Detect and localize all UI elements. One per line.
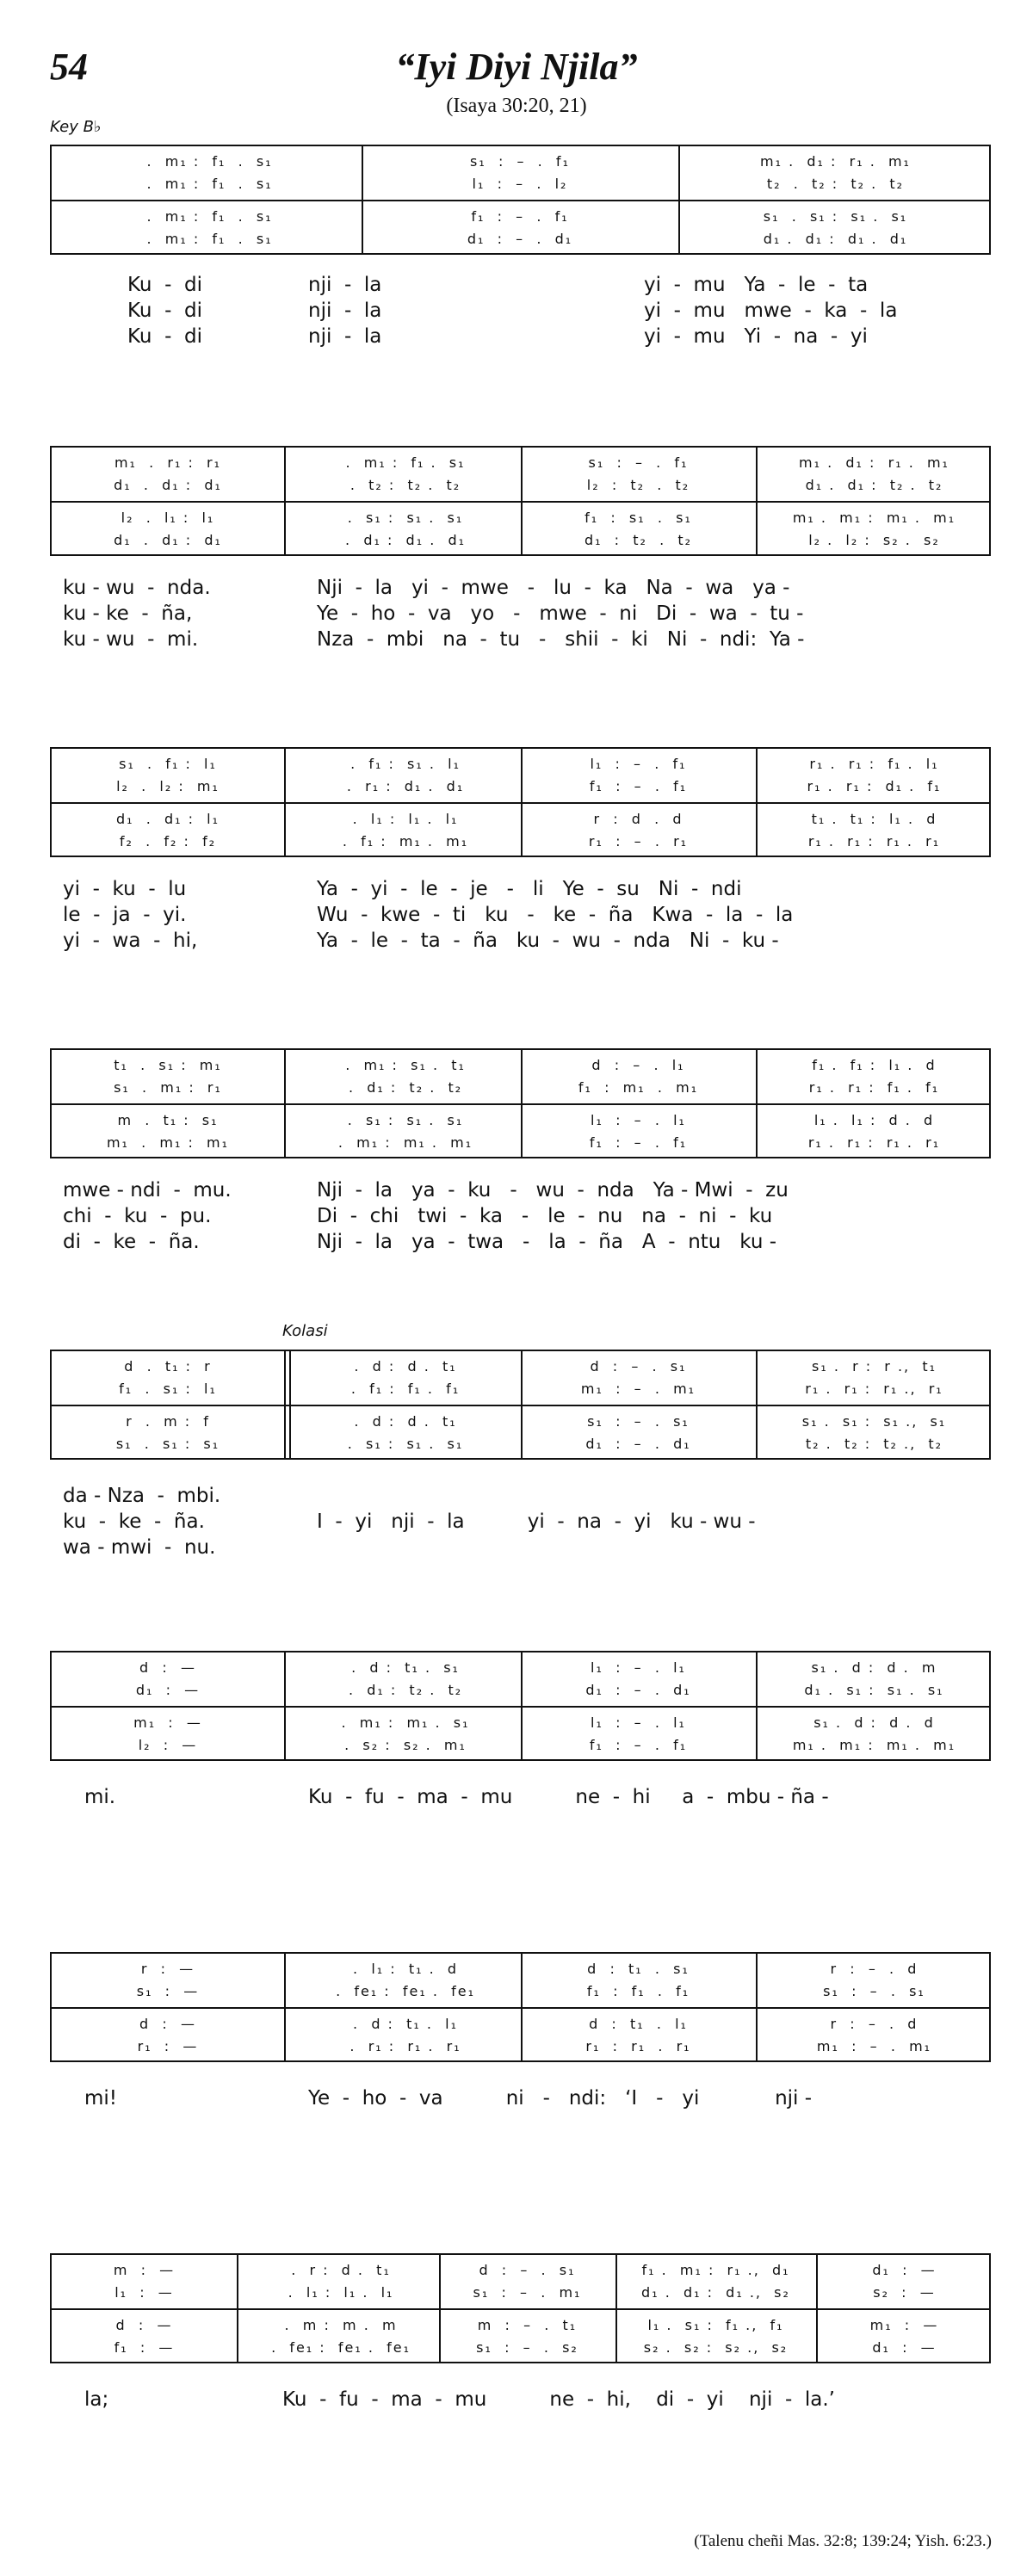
- solfa-cell: s₁ : – . f₁: [588, 454, 689, 471]
- solfa-cell: d : —: [139, 1659, 196, 1676]
- solfa-cell: m : —: [113, 2262, 176, 2278]
- solfa-cell: l₂ . l₂ : s₂ . s₂: [808, 532, 940, 548]
- solfa-cell: m . t₁ : s₁: [117, 1112, 219, 1128]
- staff-divider: [52, 2308, 989, 2310]
- solfa-cell: l₂ : t₂ . t₂: [586, 477, 690, 493]
- lyric-text: la;: [84, 2388, 109, 2411]
- lyrics-block-7: [50, 2087, 991, 2113]
- solfa-cell: . m₁ : m₁ . s₁: [335, 1714, 470, 1731]
- solfa-cell: m₁ : – . m₁: [816, 2038, 932, 2054]
- lyric-text: yi - wa - hi,: [63, 930, 198, 952]
- solfa-cell: s₁ . s₁ : s₁: [115, 1436, 220, 1452]
- lyric-text: Nji - la ya - twa - la - ña A - ntu ku -: [317, 1231, 777, 1253]
- lyric-text: Nji - la ya - ku - wu - nda Ya - Mwi - zu: [317, 1179, 789, 1202]
- solfa-cell: f₁ : – . f₁: [589, 1134, 688, 1151]
- lyric-text: chi - ku - pu.: [63, 1205, 212, 1227]
- staff-system-3: [50, 747, 991, 857]
- solfa-cell: l₁ : – . l₁: [591, 1714, 686, 1731]
- solfa-cell: d₁ . d₁ : t₂ . t₂: [805, 477, 943, 493]
- page-number: 54: [50, 46, 88, 88]
- solfa-cell: l₂ : —: [138, 1737, 198, 1753]
- solfa-cell: . d : t₁ . l₁: [346, 2016, 459, 2032]
- solfa-cell: . l₁ : t₁ . d: [346, 1961, 459, 1977]
- solfa-cell: s₁ : – . s₁: [823, 1983, 925, 1999]
- solfa-cell: d : t₁ . l₁: [589, 2016, 688, 2032]
- solfa-cell: . f₁ : s₁ . l₁: [344, 756, 461, 772]
- solfa-cell: s₁ : —: [136, 1983, 200, 1999]
- solfa-cell: f₁ . m₁ : r₁ ., d₁: [641, 2262, 790, 2278]
- solfa-cell: . fe₁ : fe₁ . fe₁: [329, 1983, 475, 1999]
- solfa-cell: . m₁ : f₁ . s₁: [140, 208, 273, 225]
- lyric-text: Wu - kwe - ti ku - ke - ña Kwa - la - la: [317, 904, 794, 926]
- lyric-text: Di - chi twi - ka - le - nu na - ni - ku: [317, 1205, 773, 1227]
- solfa-cell: r₁ . r₁ : f₁ . l₁: [809, 756, 939, 772]
- lyric-text: di - ke - ña.: [63, 1231, 200, 1253]
- solfa-cell: r : – . d: [830, 1961, 919, 1977]
- lyric-text: mwe - ndi - mu.: [63, 1179, 232, 1202]
- lyric-text: yi - mu Ya - le - ta: [644, 274, 869, 296]
- staff-divider: [52, 200, 989, 201]
- solfa-cell: . m₁ : f₁ . s₁: [140, 153, 273, 170]
- solfa-cell: s₁ . s₁ : s₁ ., s₁: [801, 1413, 947, 1430]
- solfa-cell: . r₁ : d₁ . d₁: [340, 778, 465, 794]
- solfa-cell: r : d . d: [593, 811, 684, 827]
- solfa-cell: s₁ . m₁ : r₁: [114, 1079, 222, 1096]
- solfa-cell: . d₁ : d₁ . d₁: [338, 532, 467, 548]
- solfa-cell: d : – . l₁: [591, 1057, 685, 1073]
- solfa-cell: m₁ . m₁ : m₁ . m₁: [792, 510, 956, 526]
- solfa-cell: l₁ : – . f₁: [590, 756, 687, 772]
- solfa-cell: . m₁ : s₁ . t₁: [339, 1057, 466, 1073]
- scripture-reference: (Isaya 30:20, 21): [446, 95, 587, 117]
- lyric-text: Ye - ho - va yo - mwe - ni Di - wa - tu -: [317, 602, 804, 625]
- solfa-cell: m₁ . m₁ : m₁: [106, 1134, 230, 1151]
- solfa-cell: d₁ . d₁ : d₁ ., s₂: [641, 2284, 790, 2301]
- solfa-cell: s₁ . f₁ : l₁: [119, 756, 217, 772]
- lyric-text: yi - ku - lu: [63, 878, 187, 900]
- lyrics-block-4: [50, 1179, 991, 1257]
- solfa-cell: m₁ . r₁ : r₁: [114, 454, 222, 471]
- lyrics-block-6: [50, 1786, 991, 1812]
- lyric-text: yi - mu mwe - ka - la: [644, 300, 898, 322]
- solfa-cell: . d₁ : t₂ . t₂: [342, 1079, 463, 1096]
- solfa-cell: r₁ . r₁ : f₁ . f₁: [808, 1079, 940, 1096]
- chorus-label: Kolasi: [282, 1322, 328, 1340]
- solfa-cell: s₁ : – . f₁: [470, 153, 570, 170]
- solfa-cell: r₁ : – . r₁: [588, 833, 689, 849]
- solfa-cell: d₁ : – . d₁: [585, 1682, 691, 1698]
- solfa-cell: . m₁ : m₁ . m₁: [331, 1134, 473, 1151]
- solfa-cell: d₁ : —: [872, 2339, 937, 2356]
- solfa-cell: m₁ . m₁ : m₁ . m₁: [792, 1737, 956, 1753]
- lyric-text: Ku - fu - ma - mu ne - hi, di - yi nji - la.’: [282, 2388, 835, 2411]
- lyric-text: ku - wu - nda.: [63, 577, 211, 599]
- solfa-cell: s₂ : —: [873, 2284, 936, 2301]
- solfa-cell: . fe₁ : fe₁ . fe₁: [264, 2339, 411, 2356]
- solfa-cell: f₁ . f₁ : l₁ . d: [812, 1057, 937, 1073]
- solfa-cell: . m₁ : f₁ . s₁: [140, 231, 273, 247]
- solfa-cell: l₁ : – . l₁: [591, 1659, 686, 1676]
- solfa-cell: s₁ . r : r ., t₁: [811, 1358, 937, 1374]
- lyric-text: wa - mwi - nu.: [63, 1536, 216, 1559]
- solfa-cell: d₁ : t₂ . t₂: [584, 532, 693, 548]
- solfa-cell: d₁ : – . d₁: [467, 231, 573, 247]
- solfa-cell: d : – . s₁: [479, 2262, 576, 2278]
- solfa-cell: f₁ : —: [114, 2339, 175, 2356]
- solfa-cell: t₁ . s₁ : m₁: [114, 1057, 222, 1073]
- solfa-cell: f₁ : – . f₁: [589, 778, 688, 794]
- solfa-cell: s₁ : – . s₁: [587, 1413, 690, 1430]
- lyric-text: yi - mu Yi - na - yi: [644, 325, 868, 348]
- solfa-cell: r . m : f: [126, 1413, 210, 1430]
- solfa-cell: . d₁ : t₂ . t₂: [342, 1682, 463, 1698]
- footer-reference: (Talenu cheñi Mas. 32:8; 139:24; Yish. 6:23.): [694, 2532, 992, 2550]
- lyric-text: Ku - di: [127, 325, 203, 348]
- solfa-cell: d₁ . d₁ : l₁: [115, 811, 220, 827]
- solfa-cell: l₁ . l₁ : d . d: [813, 1112, 935, 1128]
- lyrics-block-3: [50, 878, 991, 955]
- solfa-cell: . m₁ : f₁ . s₁: [140, 176, 273, 192]
- solfa-cell: s₁ . s₁ : s₁ . s₁: [763, 208, 908, 225]
- staff-system-8: [50, 2253, 991, 2363]
- lyric-text: ku - ke - ña.: [63, 1510, 205, 1533]
- lyric-text: Ya - yi - le - je - li Ye - su Ni - ndi: [317, 878, 742, 900]
- solfa-cell: r₁ . r₁ : r₁ ., r₁: [805, 1381, 943, 1397]
- lyric-text: Ya - le - ta - ña ku - wu - nda Ni - ku -: [317, 930, 779, 952]
- solfa-cell: . l₁ : l₁ . l₁: [346, 811, 459, 827]
- solfa-cell: d : t₁ . s₁: [587, 1961, 690, 1977]
- solfa-cell: t₂ . t₂ : t₂ . t₂: [766, 176, 905, 192]
- lyrics-block-1: [50, 274, 991, 351]
- solfa-cell: . f₁ : f₁ . f₁: [344, 1381, 461, 1397]
- solfa-cell: d₁ : —: [872, 2262, 937, 2278]
- lyric-text: nji - la: [308, 274, 382, 296]
- solfa-cell: d : —: [139, 2016, 196, 2032]
- solfa-cell: . s₁ : s₁ . s₁: [341, 1436, 464, 1452]
- solfa-cell: . r : d . t₁: [285, 2262, 391, 2278]
- solfa-cell: . d : d . t₁: [348, 1358, 457, 1374]
- lyric-text: Ku - di: [127, 300, 203, 322]
- solfa-cell: . s₂ : s₂ . m₁: [338, 1737, 467, 1753]
- lyric-text: ku - wu - mi.: [63, 628, 199, 651]
- solfa-cell: s₁ . d : d . d: [813, 1714, 935, 1731]
- solfa-cell: . f₁ : m₁ . m₁: [336, 833, 469, 849]
- solfa-cell: t₂ . t₂ : t₂ ., t₂: [805, 1436, 943, 1452]
- solfa-cell: f₁ : f₁ . f₁: [586, 1983, 690, 1999]
- staff-system-1: [50, 145, 991, 255]
- solfa-cell: . d : t₁ . s₁: [345, 1659, 460, 1676]
- solfa-cell: d₁ : – . d₁: [585, 1436, 691, 1452]
- solfa-cell: r₁ : —: [137, 2038, 199, 2054]
- solfa-cell: l₁ : —: [114, 2284, 174, 2301]
- lyric-text: le - ja - yi.: [63, 904, 187, 926]
- solfa-cell: . l₁ : l₁ . l₁: [281, 2284, 394, 2301]
- lyric-text: I - yi nji - la yi - na - yi ku - wu -: [317, 1510, 756, 1533]
- solfa-cell: s₁ : – . s₂: [476, 2339, 578, 2356]
- solfa-cell: r₁ . r₁ : d₁ . f₁: [807, 778, 942, 794]
- solfa-cell: f₁ : s₁ . s₁: [585, 510, 692, 526]
- lyric-text: ku - ke - ña,: [63, 602, 193, 625]
- solfa-cell: d₁ . d₁ : d₁: [114, 532, 222, 548]
- lyric-text: Nza - mbi na - tu - shii - ki Ni - ndi: Ya -: [317, 628, 805, 651]
- solfa-cell: l₁ : – . l₂: [472, 176, 568, 192]
- solfa-cell: s₁ . d : d . m: [811, 1659, 937, 1676]
- lyric-text: Nji - la yi - mwe - lu - ka Na - wa ya -: [317, 577, 790, 599]
- solfa-cell: f₁ : – . f₁: [589, 1737, 688, 1753]
- solfa-cell: . s₁ : s₁ . s₁: [341, 1112, 464, 1128]
- solfa-cell: r : —: [140, 1961, 195, 1977]
- solfa-cell: r₁ . r₁ : r₁ . r₁: [807, 833, 941, 849]
- solfa-cell: m : – . t₁: [477, 2317, 578, 2333]
- solfa-cell: d . t₁ : r: [124, 1358, 212, 1374]
- lyric-text: nji - la: [308, 325, 382, 348]
- solfa-cell: l₁ . s₁ : f₁ ., f₁: [647, 2317, 784, 2333]
- solfa-cell: m₁ : —: [869, 2317, 939, 2333]
- solfa-cell: f₂ . f₂ : f₂: [119, 833, 217, 849]
- staff-system-6: [50, 1651, 991, 1761]
- solfa-cell: m₁ : —: [133, 1714, 202, 1731]
- song-title: “Iyi Diyi Njila”: [395, 46, 638, 88]
- solfa-cell: s₂ . s₂ : s₂ ., s₂: [643, 2339, 789, 2356]
- lyrics-block-8: [50, 2388, 991, 2414]
- lyrics-block-2: [50, 577, 991, 654]
- solfa-cell: d₁ . s₁ : s₁ . s₁: [804, 1682, 944, 1698]
- solfa-cell: r : – . d: [830, 2016, 919, 2032]
- solfa-cell: r₁ . r₁ : r₁ . r₁: [807, 1134, 941, 1151]
- lyric-text: Ye - ho - va ni - ndi: ‘I - yi nji -: [308, 2087, 813, 2110]
- key-signature: Key B♭: [50, 118, 102, 136]
- staff-system-5: [50, 1350, 991, 1460]
- staff-system-4: [50, 1048, 991, 1158]
- solfa-cell: f₁ : – . f₁: [471, 208, 569, 225]
- solfa-cell: . d : d . t₁: [348, 1413, 457, 1430]
- solfa-cell: m₁ : – . m₁: [580, 1381, 696, 1397]
- solfa-cell: . s₁ : s₁ . s₁: [341, 510, 464, 526]
- solfa-cell: d₁ . d₁ : d₁ . d₁: [763, 231, 908, 247]
- solfa-cell: m₁ . d₁ : r₁ . m₁: [760, 153, 911, 170]
- lyric-text: mi!: [84, 2087, 118, 2110]
- solfa-cell: d : – . s₁: [590, 1358, 687, 1374]
- staff-system-7: [50, 1952, 991, 2062]
- solfa-cell: . m₁ : f₁ . s₁: [339, 454, 466, 471]
- solfa-cell: d₁ : —: [135, 1682, 201, 1698]
- solfa-cell: . r₁ : r₁ . r₁: [343, 2038, 461, 2054]
- solfa-cell: f₁ . s₁ : l₁: [119, 1381, 217, 1397]
- lyrics-block-5: [50, 1485, 991, 1562]
- solfa-cell: r₁ : r₁ . r₁: [585, 2038, 691, 2054]
- solfa-cell: d₁ . d₁ : d₁: [114, 477, 222, 493]
- lyric-text: Ku - fu - ma - mu ne - hi a - mbu - ña -: [308, 1786, 829, 1808]
- lyric-text: da - Nza - mbi.: [63, 1485, 221, 1507]
- lyric-text: Ku - di: [127, 274, 203, 296]
- solfa-cell: m₁ . d₁ : r₁ . m₁: [799, 454, 949, 471]
- solfa-cell: l₂ . l₂ : m₁: [116, 778, 220, 794]
- solfa-cell: f₁ : m₁ . m₁: [578, 1079, 699, 1096]
- solfa-cell: l₂ . l₁ : l₁: [121, 510, 215, 526]
- solfa-cell: s₁ : – . m₁: [473, 2284, 582, 2301]
- staff-system-2: [50, 446, 991, 556]
- lyric-text: nji - la: [308, 300, 382, 322]
- solfa-cell: t₁ . t₁ : l₁ . d: [811, 811, 937, 827]
- lyric-text: mi.: [84, 1786, 116, 1808]
- solfa-cell: . m : m . m: [278, 2317, 398, 2333]
- solfa-cell: l₁ : – . l₁: [591, 1112, 686, 1128]
- solfa-cell: d : —: [115, 2317, 173, 2333]
- solfa-cell: . t₂ : t₂ . t₂: [343, 477, 461, 493]
